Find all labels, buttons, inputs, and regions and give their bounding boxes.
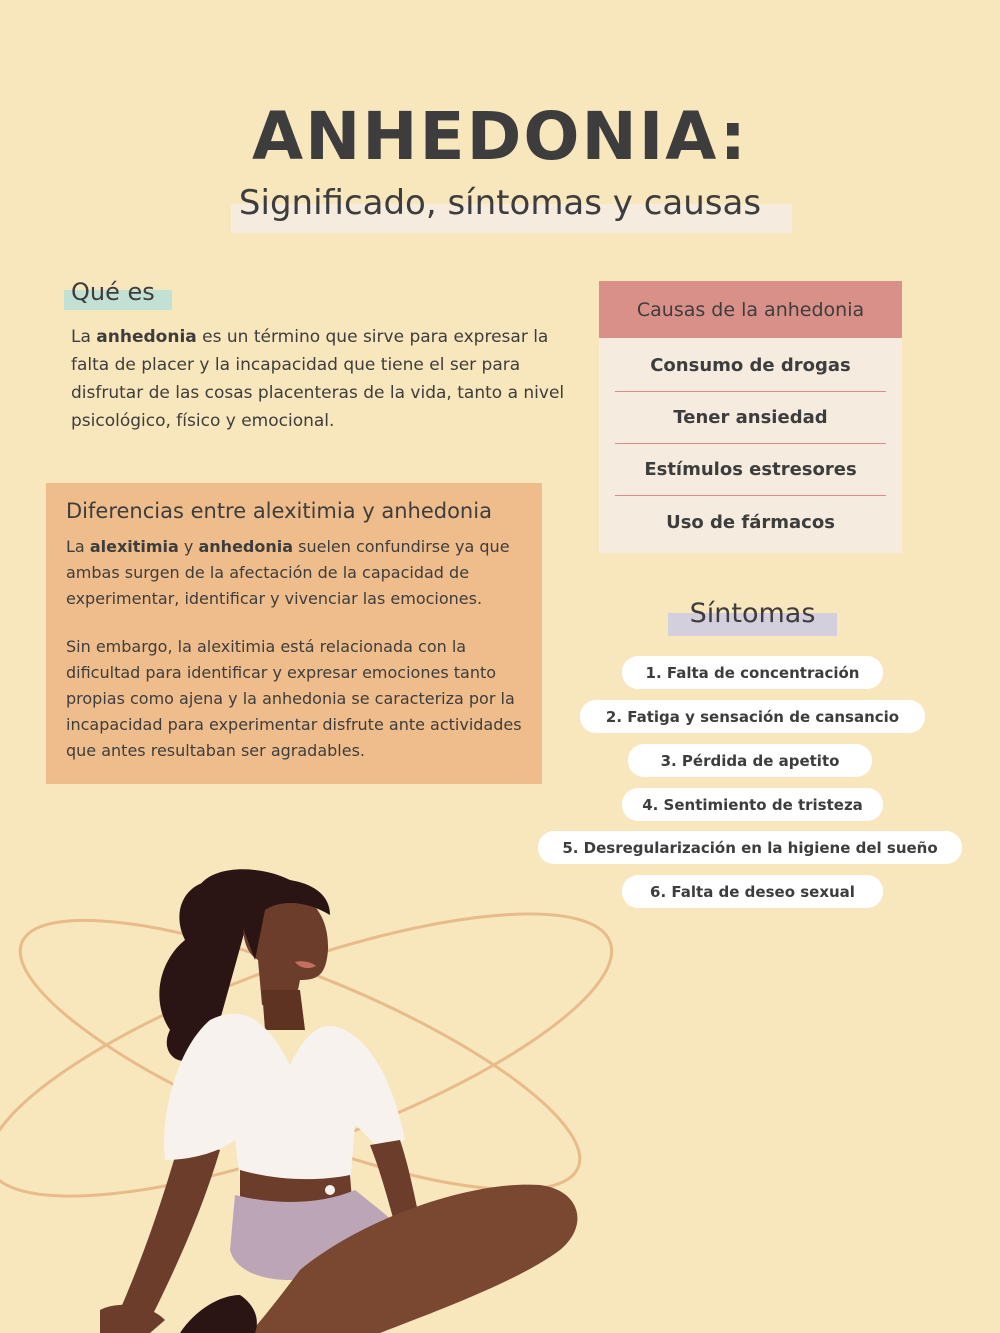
causa-item: Tener ansiedad: [615, 392, 886, 444]
sintoma-pill: 1. Falta de concentración: [622, 656, 883, 689]
causas-heading: Causas de la anhedonia: [599, 281, 902, 338]
que-es-text-start: La: [71, 327, 97, 347]
que-es-paragraph: [71, 323, 571, 435]
causa-item: Estímulos estresores: [615, 444, 886, 496]
diferencias-heading: Diferencias entre alexitimia y anhedonia: [66, 499, 492, 523]
anhedonia-term-2: anhedonia: [198, 537, 294, 556]
que-es-heading: Qué es: [71, 278, 155, 306]
sintomas-heading: Síntomas: [689, 598, 816, 629]
causa-item: Uso de fármacos: [666, 511, 835, 533]
sintoma-pill: 2. Fatiga y sensación de cansancio: [580, 700, 925, 733]
anhedonia-term: anhedonia: [96, 327, 197, 347]
page-subtitle: Significado, síntomas y causas: [238, 183, 762, 223]
diff-p1-start: La: [66, 537, 90, 556]
sintoma-pill: 3. Pérdida de apetito: [628, 744, 872, 777]
sintoma-pill: 5. Desregularización en la higiene del sueño: [538, 831, 962, 864]
diff-p1-rest: suelen confundirse ya que ambas surgen de la afectación de la capacidad de experimentar, identificar y vivenciar las emociones.: [66, 537, 510, 608]
alexitimia-term: alexitimia: [89, 537, 179, 556]
page-title: ANHEDONIA:: [251, 98, 749, 175]
sintoma-pill: 6. Falta de deseo sexual: [622, 875, 883, 908]
woman-illustration: [0, 840, 620, 1333]
diferencias-paragraph-1: [66, 534, 536, 612]
diferencias-paragraph-2: Sin embargo, la alexitimia está relacionada con la dificultad para identificar y expresar emociones tanto propias como ajena y la anhedonia se caracteriza por la incapacidad para experimentar disfrute ante actividades que antes resultaban ser agradables.: [66, 637, 522, 760]
sintoma-pill: 4. Sentimiento de tristeza: [622, 788, 883, 821]
causa-item: Consumo de drogas: [615, 340, 886, 392]
diff-p1-and: y: [178, 537, 199, 556]
que-es-text-rest: es un término que sirve para expresar la falta de placer y la incapacidad que tiene el ser para disfrutar de las cosas placenteras de la vida, tanto a nivel psicológico, físico y emocional.: [71, 327, 565, 431]
